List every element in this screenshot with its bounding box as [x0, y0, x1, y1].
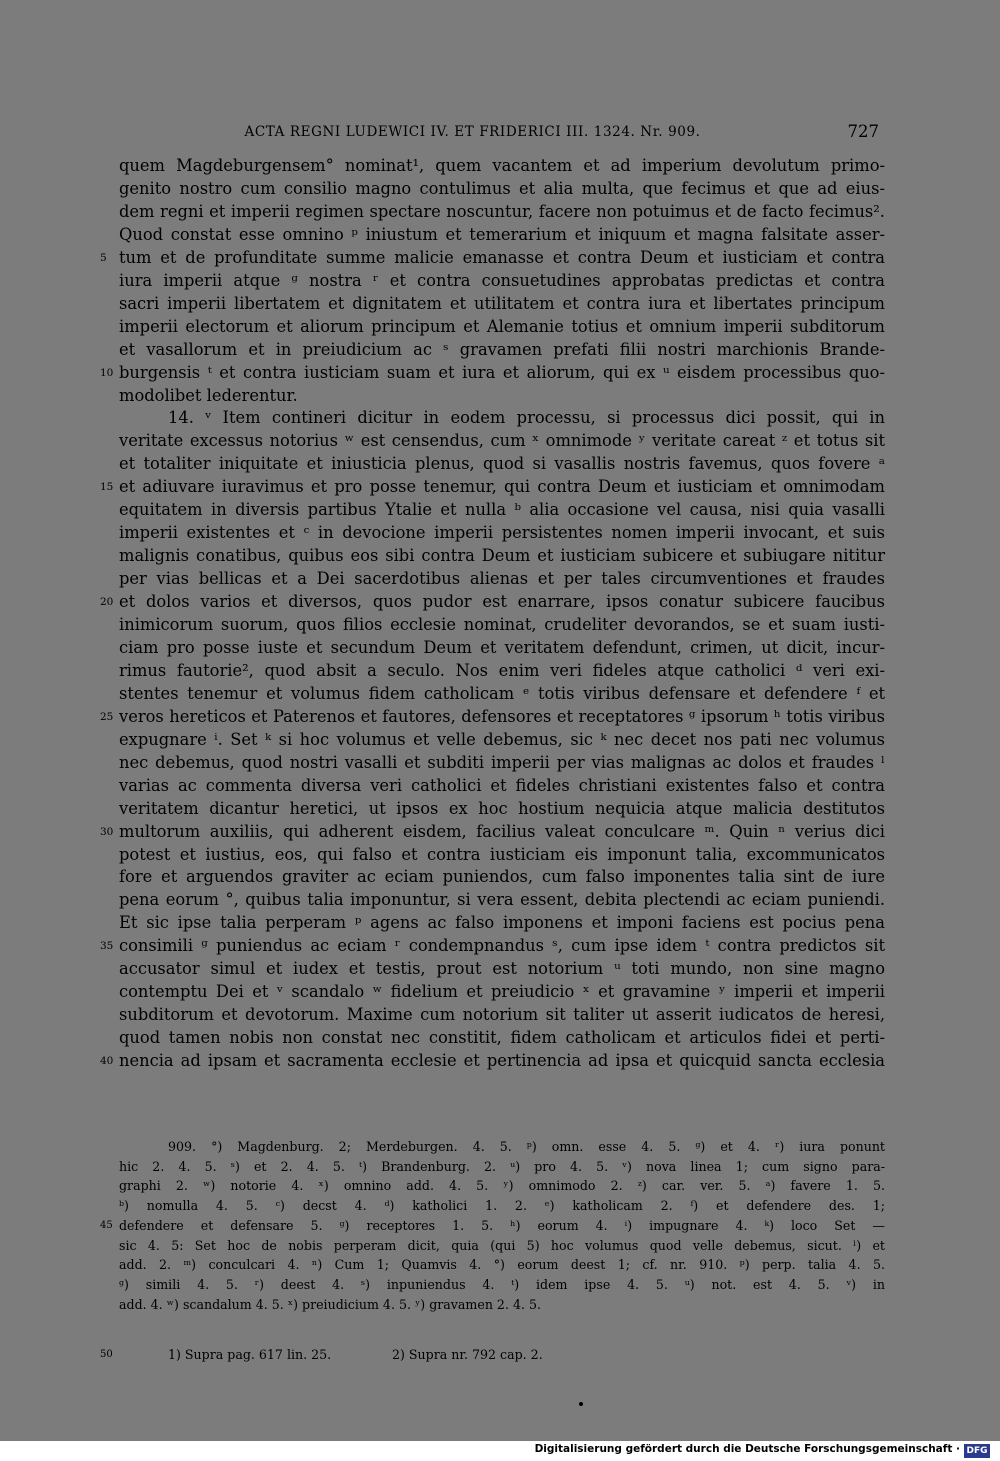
line-number: 5 — [100, 251, 107, 264]
footnote-line: add. 2. ᵐ) conculcari 4. ⁿ) Cum 1; Quamvis 4. °) eorum deest 1; cf. nr. 910. ᵖ) perp. talia 4. 5. — [119, 1257, 885, 1273]
text-line: expugnare ⁱ. Set ᵏ si hoc volumus et velle debemus, sic ᵏ nec decet nos pati nec volumus — [119, 729, 885, 749]
running-title: ACTA REGNI LUDEWICI IV. ET FRIDERICI III. 1324. Nr. 909. — [244, 124, 701, 140]
line-number: 30 — [100, 825, 114, 838]
text-line: ciam pro posse iuste et secundum Deum et veritatem defendunt, crimen, ut dicit, incur- — [119, 637, 885, 657]
line-number: 40 — [100, 1055, 114, 1068]
running-header — [120, 124, 885, 146]
footnote-line: 909. °) Magdenburg. 2; Merdeburgen. 4. 5. ᵖ) omn. esse 4. 5. ᵍ) et 4. ʳ) iura ponunt — [168, 1139, 885, 1154]
text-line: accusator simul et iudex et testis, prout est notorium ᵘ toti mundo, non sine magno — [119, 959, 885, 979]
text-line: et vasallorum et in preiudicium ac ˢ gravamen prefati filii nostri marchionis Brande- — [119, 339, 885, 359]
text-line: contemptu Dei et ᵛ scandalo ʷ fidelium et preiudicio ˣ et gravamine ʸ imperii et imperii — [119, 982, 885, 1002]
text-line: et totaliter iniquitate et iniusticia plenus, quod si vasallis nostris favemus, quos fovere ᵃ — [119, 454, 885, 474]
text-line: stentes tenemur et volumus fidem catholicam ᵉ totis viribus defensare et defendere ᶠ et — [119, 683, 885, 703]
footnote-line: ᵇ) nomulla 4. 5. ᶜ) decst 4. ᵈ) katholici 1. 2. ᵉ) katholicam 2. ᶠ) et defendere des. 1; — [119, 1198, 885, 1214]
footnote-line: sic 4. 5: Set hoc de nobis perperam dicit, quia (qui 5) hoc volumus quod velle debemus, sicut. ˡ) et — [119, 1237, 885, 1253]
text-line: quod tamen nobis non constat nec constitit, fidem catholicam et articulos fidei et perti- — [119, 1028, 885, 1048]
line-number: 20 — [100, 596, 114, 609]
text-line: rimus fautorie², quod absit a seculo. Nos enim veri fideles atque catholici ᵈ veri exi- — [119, 660, 885, 680]
line-number: 25 — [100, 710, 114, 723]
text-line: consimili ᵍ puniendus ac eciam ʳ condempnandus ˢ, cum ipse idem ᵗ contra predictos sit — [119, 936, 885, 956]
text-line: nencia ad ipsam et sacramenta ecclesie et pertinencia ad ipsa et quicquid sancta ecclesia — [119, 1051, 885, 1071]
text-line: burgensis ᵗ et contra iusticiam suam et iura et aliorum, qui ex ᵘ eisdem processibus quo- — [119, 362, 885, 382]
reference-2: 2) Supra nr. 792 cap. 2. — [392, 1347, 543, 1362]
page-mark — [579, 1402, 583, 1406]
text-line: equitatem in diversis partibus Ytalie et nulla ᵇ alia occasione vel causa, nisi quia vasalli — [119, 500, 885, 520]
text-line: tum et de profunditate summe malicie emanasse et contra Deum et iusticiam et contra — [119, 247, 885, 267]
text-line: veritate excessus notorius ʷ est censendus, cum ˣ omnimode ʸ veritate careat ᶻ et totus sit — [119, 431, 885, 451]
line-number: 10 — [100, 366, 114, 379]
text-line: imperii electorum et aliorum principum et Alemanie totius et omnium imperii subditorum — [119, 316, 885, 336]
text-line: varias ac commenta diversa veri catholici et fideles christiani existentes falso et contra — [119, 775, 885, 795]
footnote-line: add. 4. ʷ) scandalum 4. 5. ˣ) preiudicium 4. 5. ʸ) gravamen 2. 4. 5. — [119, 1296, 541, 1312]
text-line: et adiuvare iuravimus et pro posse tenemur, qui contra Deum et iusticiam et omnimodam — [119, 477, 885, 497]
line-number: 15 — [100, 481, 114, 494]
text-line: sacri imperii libertatem et dignitatem et utilitatem et contra iura et libertates principum — [119, 293, 885, 313]
text-line: per vias bellicas et a Dei sacerdotibus alienas et per tales circumventiones et fraudes — [119, 569, 885, 589]
text-line: dem regni et imperii regimen spectare noscuntur, facere non potuimus et de facto fecimus². — [119, 201, 885, 221]
reference-line-number: 50 — [100, 1349, 113, 1360]
dfg-credit: Digitalisierung gefördert durch die Deutsche Forschungsgemeinschaft · — [534, 1443, 960, 1455]
text-line: veritatem dicantur heretici, ut ipsos ex hoc hostium nequicia atque malicia destitutos — [119, 798, 885, 818]
text-line: modolibet lederentur. — [119, 385, 298, 405]
footnote-line: hic 2. 4. 5. ˢ) et 2. 4. 5. ᵗ) Brandenburg. 2. ᵘ) pro 4. 5. ᵛ) nova linea 1; cum signo para- — [119, 1158, 885, 1174]
text-line: multorum auxiliis, qui adherent eisdem, facilius valeat conculcare ᵐ. Quin ⁿ verius dici — [119, 821, 885, 841]
text-line: Et sic ipse talia perperam ᵖ agens ac falso imponens et imponi faciens est pocius pena — [119, 913, 885, 933]
line-number: 35 — [100, 940, 114, 953]
footer-strip — [0, 1441, 1000, 1461]
text-line: iura imperii atque ᵍ nostra ʳ et contra consuetudines approbatas predictas et contra — [119, 270, 885, 290]
page-number: 727 — [847, 122, 879, 141]
text-line: nec debemus, quod nostri vasalli et subditi imperii per vias malignas ac dolos et fraudes ˡ — [119, 752, 885, 772]
text-line: quem Magdeburgensem° nominat¹, quem vacantem et ad imperium devolutum primo- — [119, 156, 885, 175]
text-line: Quod constat esse omnino ᵖ iniustum et temerarium et iniquum et magna falsitate asser- — [119, 224, 885, 244]
text-line: pena eorum °, quibus talia imponuntur, si vera essent, debita plectendi ac eciam puniendi. — [119, 890, 885, 910]
footnote-line-number: 45 — [100, 1219, 113, 1231]
text-line: subditorum et devotorum. Maxime cum notorium sit taliter ut asserit iudicatos de heresi, — [119, 1005, 885, 1025]
text-line: potest et iustius, eos, qui falso et contra iusticiam eis imponunt talia, excommunicatos — [119, 844, 885, 864]
text-line: et dolos varios et diversos, quos pudor est enarrare, ipsos conatur subicere faucibus — [119, 592, 885, 612]
text-line: genito nostro cum consilio magno contulimus et alia multa, que fecimus et que ad eius- — [119, 178, 885, 198]
dfg-logo-icon: DFG — [964, 1444, 990, 1458]
text-line: fore et arguendos graviter ac eciam puniendos, cum falso imponentes talia sint de iure — [119, 867, 885, 887]
reference-1: 1) Supra pag. 617 lin. 25. — [168, 1347, 332, 1362]
text-line: inimicorum suorum, quos filios ecclesie nominat, crudeliter devorandos, se et suam iusti- — [119, 615, 885, 634]
footnote-line: ᵍ) simili 4. 5. ʳ) deest 4. ˢ) inpuniendus 4. ᵗ) idem ipse 4. 5. ᵘ) not. est 4. 5. ᵛ) in — [119, 1276, 885, 1292]
text-line: malignis conatibus, quibus eos sibi contra Deum et iusticiam subicere et subiugare nititur — [119, 546, 885, 566]
footnote-line: defendere et defensare 5. ᵍ) receptores 1. 5. ʰ) eorum 4. ⁱ) impugnare 4. ᵏ) loco Set — — [119, 1217, 885, 1233]
text-line: 14. ᵛ Item contineri dicitur in eodem processu, si processus dici possit, qui in — [168, 408, 885, 428]
footnote-line: graphi 2. ʷ) notorie 4. ˣ) omnino add. 4. 5. ʸ) omnimodo 2. ᶻ) car. ver. 5. ᵃ) favere 1. 5. — [119, 1178, 885, 1194]
text-line: veros hereticos et Paterenos et fautores, defensores et receptatores ᵍ ipsorum ʰ totis viribus — [119, 706, 885, 726]
text-line: imperii existentes et ᶜ in devocione imperii persistentes nomen imperii invocant, et suis — [119, 523, 885, 543]
